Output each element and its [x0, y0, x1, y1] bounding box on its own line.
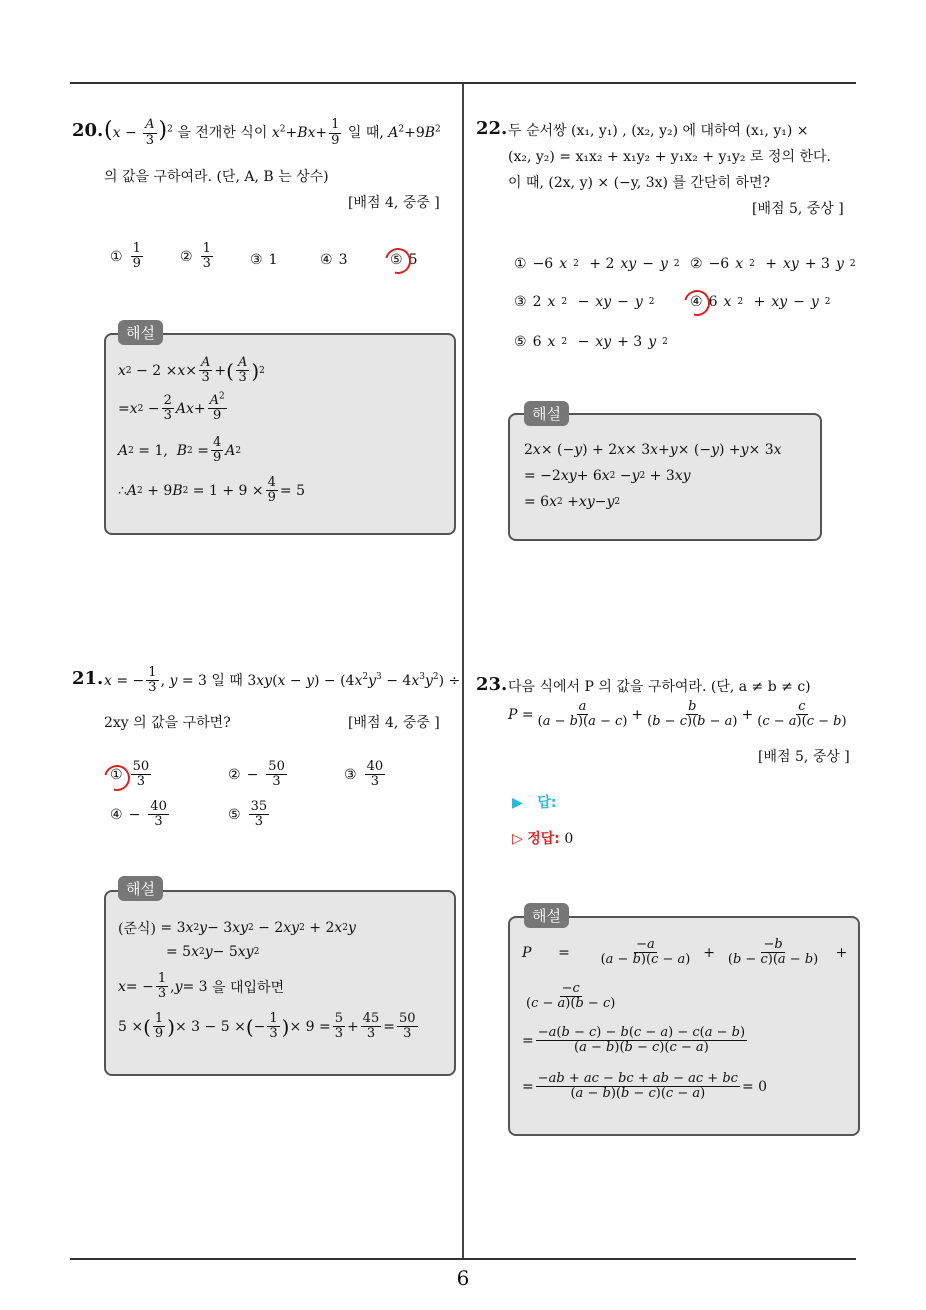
q21-sol-line2: = 5 x 2 y − 5 xy 2: [166, 944, 260, 960]
q23-sol-line1: P = $\frac{-a}{(a - b)(c - a)}$ + $\frac{-b}{(b - c)(a - b)}$ +: [522, 937, 848, 968]
q21-line2: 2xy 의 값을 구하면?: [104, 715, 231, 731]
q23-correct-row: [512, 828, 573, 848]
q23-answer-row: [512, 792, 557, 812]
q20-option-2[interactable]: ② $\frac{1}{3}$: [180, 241, 211, 272]
q21-option-5[interactable]: ⑤ $\frac{35}{3}$: [228, 799, 268, 830]
q23-score: [배점 5, 중상 ]: [758, 749, 850, 765]
q20-sol-line3: A 2 = 1, B 2 = $\frac{4}{9}$ A 2: [118, 435, 242, 466]
q22-option-3[interactable]: ③ 2 x 2 − xy − y 2: [514, 294, 655, 310]
play-arrow-icon: ▶: [512, 795, 523, 811]
q20-option-4[interactable]: ④ 3: [320, 252, 348, 268]
q22-solution-tag: 해설: [524, 401, 569, 426]
correct-label: 정답:: [527, 831, 560, 847]
q22-line3: 이 때, (2x, y) × (−y, 3x) 를 간단히 하면?: [508, 175, 770, 191]
q23-line1: 다음 식에서 P 의 값을 구하여라. (단, a ≠ b ≠ c): [508, 679, 811, 695]
q23-sol-line2: $\frac{-c}{(c - a)(b - c)}$: [526, 981, 616, 1012]
q20-sol-line1: x 2 − 2 × x × $\frac{A}{3}$ + ( $\frac{A}{3}$ ) 2: [118, 355, 265, 386]
q20-solution-tag: 해설: [118, 320, 163, 345]
q20-option-1[interactable]: ① $\frac{1}{9}$: [110, 241, 141, 272]
q21-score: [배점 4, 중중 ]: [348, 715, 440, 731]
q20-sol-line4: ∴ A 2 + 9 B 2 = 1 + 9 × $\frac{4}{9}$ = 5: [118, 475, 305, 506]
q22-option-4[interactable]: ④ 6 x 2 + xy − y 2: [690, 294, 831, 310]
q20-option-3[interactable]: ③ 1: [250, 252, 278, 268]
q21-option-2[interactable]: ② − $\frac{50}{3}$: [228, 759, 285, 790]
q22-score: [배점 5, 중상 ]: [752, 201, 844, 217]
q23-number: 23.: [476, 674, 508, 695]
q22-line2: (x₂, y₂) = x₁x₂ + x₁y₂ + y₁x₂ + y₁y₂ 로 정의 한다.: [508, 149, 831, 165]
outline-arrow-icon: ▷: [512, 831, 523, 847]
q21-solution-tag: 해설: [118, 876, 163, 901]
q21-sol-line1: (준식) = 3 x 2 y − 3 xy 2 − 2 xy 2 + 2 x 2 y: [118, 920, 356, 937]
q22-option-1[interactable]: ① −6 x 2 + 2 xy − y 2: [514, 256, 680, 272]
q22-option-2[interactable]: ② −6 x 2 + xy + 3 y 2: [690, 256, 856, 272]
q23-solution-tag: 해설: [524, 903, 569, 928]
q22-number: 22.: [476, 118, 508, 139]
q22-answer-mark: [679, 285, 715, 321]
q22-sol-line2: = −2 xy + 6 x 2 − y 2 + 3 xy: [524, 468, 691, 484]
q21-sol-line4: 5 × ( $\frac{1}{9}$ ) × 3 − 5 × ( − $\frac{1}{3}$ ) × 9 = $\frac{5}{3}$ + $\frac{45}{3}$ = $\frac{50}{3}$: [118, 1011, 416, 1042]
q22-line1: 두 순서쌍 (x₁, y₁) , (x₂, y₂) 에 대하여 (x₁, y₁) ×: [508, 123, 809, 139]
q20-score: [배점 4, 중중 ]: [348, 195, 440, 211]
q22-sol-line1: 2 x × (− y ) + 2 x × 3 x + y × (− y ) + y × 3 x: [524, 442, 782, 458]
q22-sol-line3: = 6 x 2 + xy − y 2: [524, 494, 621, 510]
answer-label: 답:: [537, 795, 557, 811]
q21-option-1[interactable]: ① $\frac{50}{3}$: [110, 759, 150, 790]
q22-option-5[interactable]: ⑤ 6 x 2 − xy + 3 y 2: [514, 334, 668, 350]
q21-sol-line3: x = − $\frac{1}{3}$ , y = 3 을 대입하면: [118, 971, 285, 1002]
column-divider: [462, 84, 464, 1260]
q23-sol-line3: = $\frac{-a(b - c) - b(c - a) - c(a - b)}{(a - b)(b - c)(c - a)}$: [522, 1025, 746, 1056]
q21-option-4[interactable]: ④ − $\frac{40}{3}$: [110, 799, 167, 830]
q20-option-5[interactable]: ⑤ 5: [390, 252, 418, 268]
q20-answer-mark: [380, 243, 416, 279]
q23-formula: P = $\frac{a}{(a - b)(a - c)}$ + $\frac{b}{(b - c)(b - a)}$ + $\frac{c}{(c - a)(c - b)}$: [508, 699, 847, 730]
bottom-rule: [70, 1258, 856, 1260]
q23-sol-line4: = $\frac{-ab + ac - bc + ab - ac + bc}{(a - b)(b - c)(c - a)}$ = 0: [522, 1071, 768, 1102]
q21-number: 21.: [72, 668, 104, 689]
q21-line1: x = − $\frac{1}{3}$ , y = 3 일 때 $3xy(x - y) - (4x^2y^3 - 4x^3y^2)$ ÷: [104, 665, 461, 696]
q20-line2: 의 값을 구하여라. (단, A, B 는 상수): [104, 169, 329, 185]
page-number: 6: [456, 1266, 470, 1290]
q20-sol-line2: = x 2 − $\frac{2}{3}$ Ax + $\frac{A^2}{9}$: [118, 391, 225, 424]
q21-option-3[interactable]: ③ $\frac{40}{3}$: [344, 759, 384, 790]
q20-number: 20.: [72, 120, 104, 141]
q20-line1: (x − $\frac{A}{3}$ )$^2$ 을 전개한 식이 $x^2+Bx+$ $\frac{1}{9}$ 일 때, $A^2+9B^2$: [104, 117, 441, 148]
correct-value: 0: [564, 831, 574, 847]
